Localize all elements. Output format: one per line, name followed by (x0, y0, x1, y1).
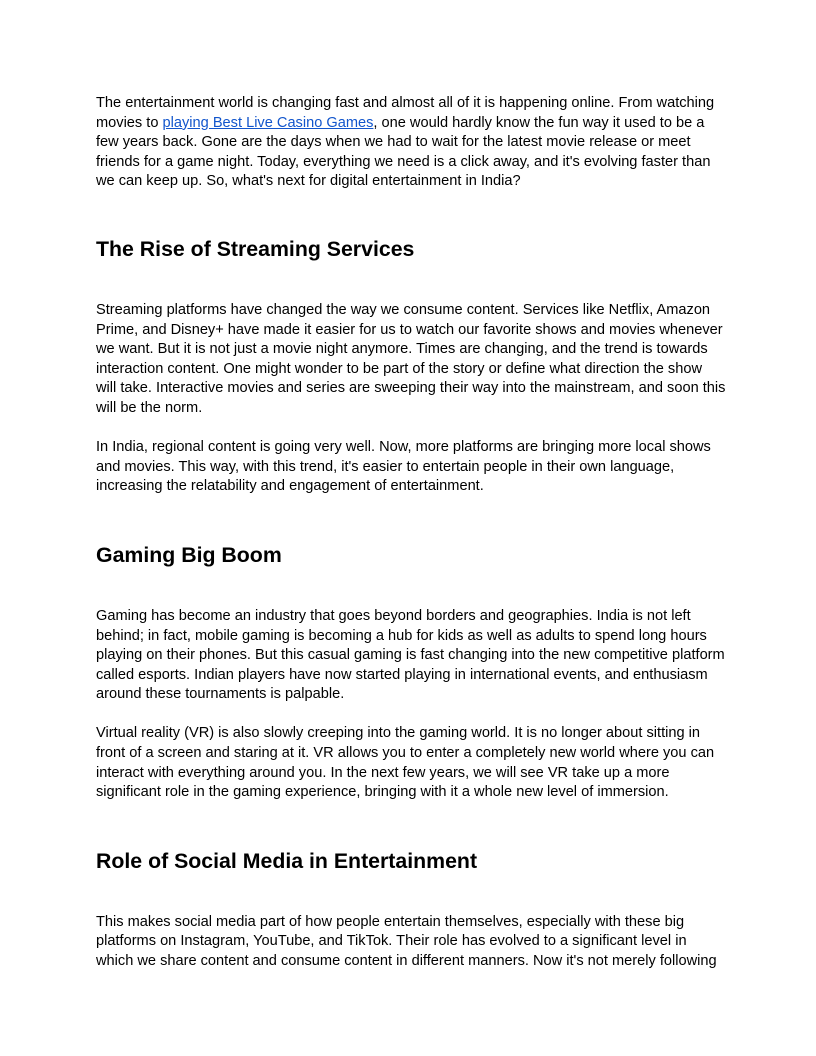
document-page (96, 94, 726, 972)
streaming-paragraph-2: In India, regional content is going very well. Now, more platforms are bringing more local shows and movies. This way, with this trend, it's easier to entertain people in their own language, increasing the relatability and engagement of entertainment. (96, 439, 711, 495)
best-live-casino-games-link[interactable]: playing Best Live Casino Games (162, 114, 374, 131)
gaming-paragraph-1: Gaming has become an industry that goes beyond borders and geographies. India is not left behind; in fact, mobile gaming is becoming a hub for kids as well as adults to spend long hours playing on their phones. But this casual gaming is fast changing into the new competitive platform called esports. Indian players have now started playing in international events, and enthusiasm around these tournaments is palpable. (96, 607, 725, 703)
heading-gaming-big-boom: Gaming Big Boom (96, 542, 282, 567)
streaming-paragraph-1: Streaming platforms have changed the way we consume content. Services like Netflix, Amazon Prime, and Disney+ have made it easier for us to watch our favorite shows and movies whenever we want. But it is not just a movie night anymore. Times are changing, and the trend is towards interaction content. One might wonder to be part of the story or define what direction the show will take. Interactive movies and series are sweeping their way into the mainstream, and soon this will be the norm. (96, 301, 726, 416)
intro-paragraph (96, 94, 726, 192)
social-paragraph-1: This makes social media part of how people entertain themselves, especially with these big platforms on Instagram, YouTube, and TikTok. Their role has evolved to a significant level in which we share content and consume content in different manners. Now it's not merely following (96, 913, 717, 970)
intro-text-before-link: The entertainment world is changing fast and almost all of it is happening online. From watching movies to (96, 95, 715, 131)
intro-text-after-link: , one would hardly know the fun way it used to be a few years back. Gone are the days when we had to wait for the latest movie release or meet friends for a game night. Today, everything we need is a click away, and it's evolving faster than we can keep up. So, what's next for digital entertainment in India? (96, 114, 711, 190)
heading-social-media: Role of Social Media in Entertainment (96, 848, 478, 873)
gaming-paragraph-2: Virtual reality (VR) is also slowly creeping into the gaming world. It is no longer about sitting in front of a screen and staring at it. VR allows you to enter a completely new world where you can interact with everything around you. In the next few years, we will see VR take up a more significant role in the gaming experience, bringing with it a whole new level of immersion. (96, 725, 715, 801)
heading-streaming-services: The Rise of Streaming Services (96, 236, 415, 261)
